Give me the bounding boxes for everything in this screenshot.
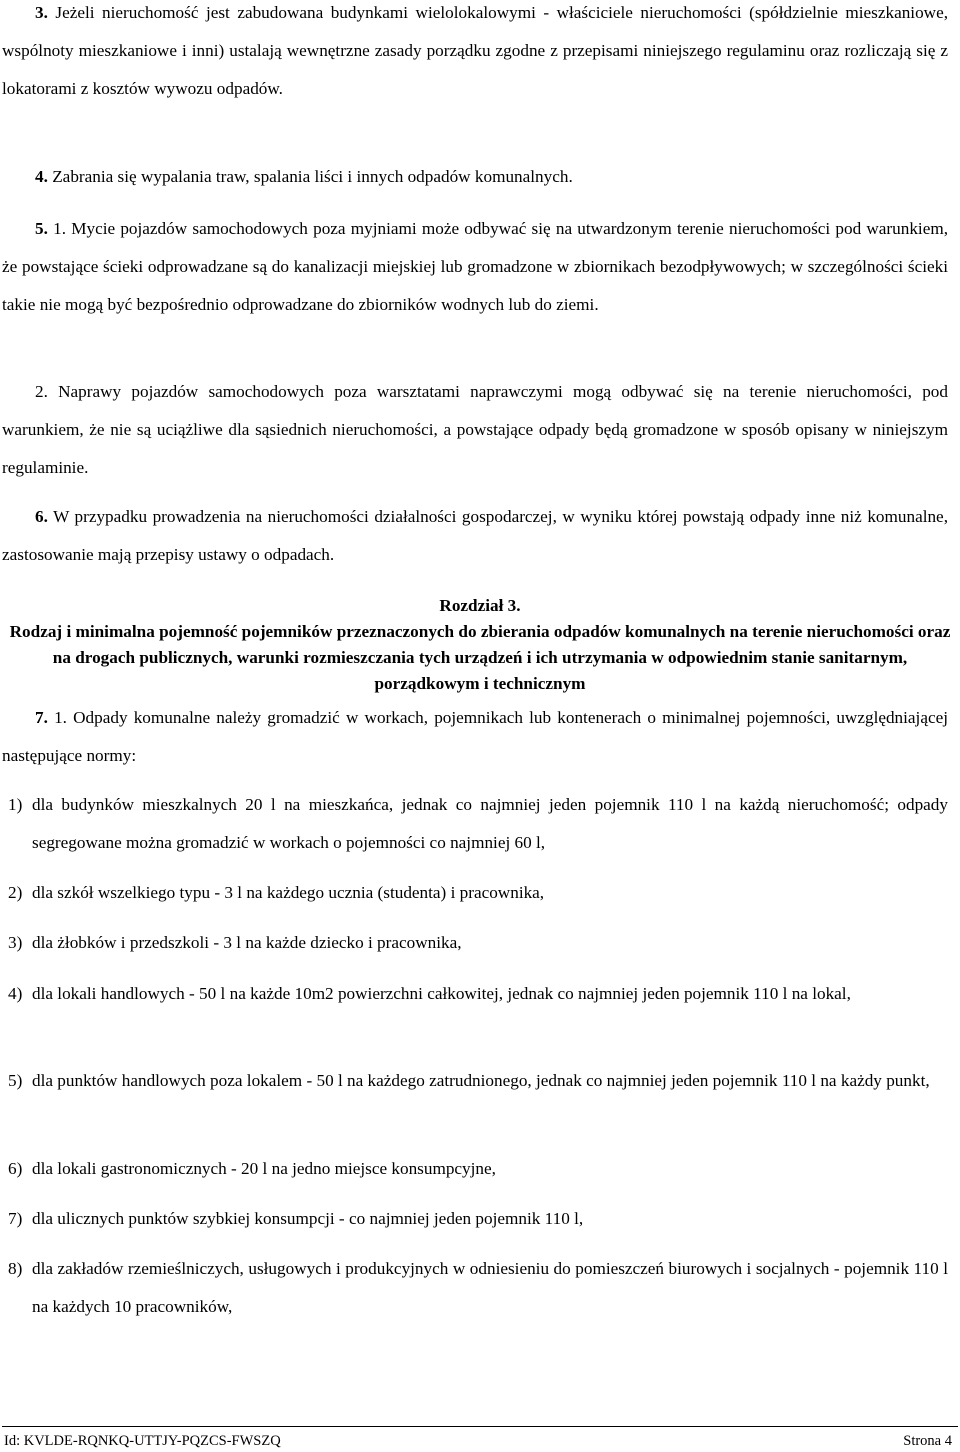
list-item-number: 7) [8,1209,23,1228]
list-item-number: 3) [8,933,23,952]
chapter-title: Rodzaj i minimalna pojemność pojemników przeznaczonych do zbierania odpadów komunalnych na terenie nieruchomości oraz na drogach publicznych, warunki rozmieszczania tych urządzeń i ich utrzymania w odpowiednim stanie sanitarnym, porządkowym i technicznym [9,622,951,693]
paragraph-text: Mycie pojazdów samochodowych poza myjniami może odbywać się na utwardzonym terenie nieruchomości pod warunkiem, że powstające ścieki odprowadzane są do kanalizacji miejskiej lub gromadzone w zbiornikach bezodpływowych; w szczególności ścieki takie nie mogą być bezpośrednio odprowadzane do zbiorników wodnych lub do ziemi. [2,219,948,314]
section-number: 3. [35,3,48,22]
list-item-number: 4) [8,984,23,1003]
list-item-text: dla ulicznych punktów szybkiej konsumpcji - co najmniej jeden pojemnik 110 l, [32,1209,584,1228]
list-item-text: dla zakładów rzemieślniczych, usługowych i produkcyjnych w odniesieniu do pomieszczeń biurowych i socjalnych - pojemnik 110 l na każdych 10 pracowników, [32,1259,948,1316]
section-4 [2,158,948,196]
list-item-number: 5) [8,1071,23,1090]
list-item [8,1062,948,1100]
list-item-number: 8) [8,1259,23,1278]
section-text: Zabrania się wypalania traw, spalania liści i innych odpadów komunalnych. [52,167,573,186]
section-5-paragraph-2 [2,373,948,487]
paragraph-number: 1. [54,708,67,727]
section-number: 5. [35,219,48,238]
paragraph-number: 2. [35,382,48,401]
section-text: Jeżeli nieruchomość jest zabudowana budynkami wielolokalowymi - właściciele nieruchomości (spółdzielnie mieszkaniowe, wspólnoty mieszkaniowe i inni) ustalają wewnętrzne zasady porządku zgodne z przepisami niniejszego regulaminu oraz rozliczają się z lokatorami z kosztów wywozu odpadów. [2,3,949,98]
section-3 [2,0,948,108]
section-text: W przypadku prowadzenia na nieruchomości działalności gospodarczej, w wyniku której powstają odpady inne niż komunalne, zastosowanie mają przepisy ustawy o odpadach. [2,507,948,564]
chapter-label: Rozdział 3. [439,596,521,615]
list-item [8,1150,948,1188]
list-item [8,1250,948,1326]
list-item-text: dla szkół wszelkiego typu - 3 l na każdego ucznia (studenta) i pracownika, [32,883,545,902]
list-item-text: dla budynków mieszkalnych 20 l na mieszkańca, jednak co najmniej jeden pojemnik 110 l na każdą nieruchomość; odpady segregowane można gromadzić w workach o pojemności co najmniej 60 l, [32,795,948,852]
list-item [8,786,948,862]
section-number: 7. [35,708,48,727]
list-item-number: 2) [8,883,23,902]
list-item-text: dla lokali handlowych - 50 l na każde 10m2 powierzchni całkowitej, jednak co najmniej jeden pojemnik 110 l na lokal, [32,984,851,1003]
section-6 [2,498,948,574]
list-item [8,1200,948,1238]
list-item-number: 1) [8,795,23,814]
list-item-text: dla punktów handlowych poza lokalem - 50 l na każdego zatrudnionego, jednak co najmniej jeden pojemnik 110 l na każdy punkt, [32,1071,930,1090]
list-item [8,924,948,962]
paragraph-number: 1. [53,219,66,238]
list-item [8,975,948,1013]
section-5-paragraph-1 [2,210,948,324]
page-number: Strona 4 [903,1433,952,1449]
section-number: 6. [35,507,48,526]
document-id: Id: KVLDE-RQNKQ-UTTJY-PQZCS-FWSZQ [4,1433,281,1449]
paragraph-text: Naprawy pojazdów samochodowych poza warsztatami naprawczymi mogą odbywać się na terenie nieruchomości, pod warunkiem, że nie są uciążliwe dla sąsiednich nieruchomości, a powstające odpady będą gromadzone w sposób opisany w niniejszym regulaminie. [2,382,948,477]
section-7-intro [2,699,948,775]
list-item-number: 6) [8,1159,23,1178]
list-item [8,874,948,912]
list-item-text: dla lokali gastronomicznych - 20 l na jedno miejsce konsumpcyjne, [32,1159,496,1178]
section-number: 4. [35,167,48,186]
paragraph-text: Odpady komunalne należy gromadzić w workach, pojemnikach lub kontenerach o minimalnej pojemności, uwzględniającej następujące normy: [2,708,948,765]
list-item-text: dla żłobków i przedszkoli - 3 l na każde dziecko i pracownika, [32,933,462,952]
footer-divider [2,1426,958,1427]
